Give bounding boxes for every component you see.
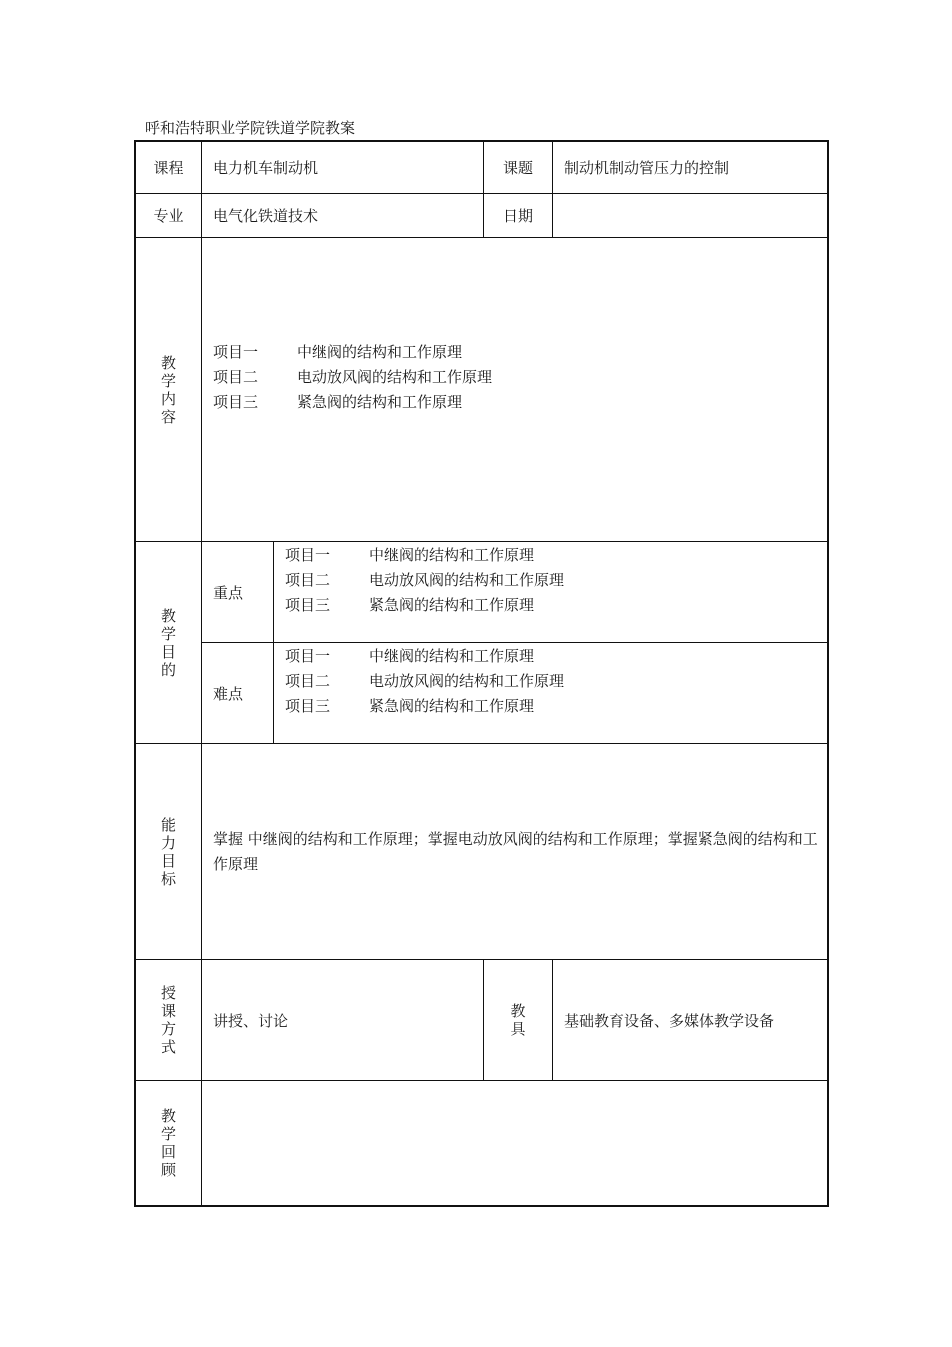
lesson-plan-table [134, 140, 829, 1207]
teaching-tools-value: 基础教育设备、多媒体教学设备 [564, 1011, 775, 1030]
list-item: 项目一 中继阀的结构和工作原理 [285, 546, 535, 564]
teaching-review-value [202, 1081, 827, 1205]
course-label: 课程 [153, 159, 184, 177]
list-item: 项目二 电动放风阀的结构和工作原理 [285, 571, 565, 589]
difficult-points-list [285, 644, 564, 719]
major-label: 专业 [153, 207, 184, 225]
teaching-objectives-label-text: 教学目的 [160, 606, 176, 679]
teaching-review-label [136, 1081, 201, 1205]
teaching-review-label-text: 教学回顾 [160, 1107, 176, 1179]
ability-goals-label-text: 能力目标 [160, 815, 176, 888]
ability-goals-text: 掌握 中继阀的结构和工作原理；掌握电动放风阀的结构和工作原理；掌握紧急阀的结构和工作原理 [213, 829, 818, 873]
list-item: 项目三 紧急阀的结构和工作原理 [213, 393, 463, 411]
course-value: 电力机车制动机 [213, 159, 319, 177]
teaching-objectives-label [136, 542, 201, 743]
key-points-cell [274, 542, 827, 642]
date-value [553, 194, 827, 237]
difficult-points-cell [274, 643, 827, 743]
list-item: 项目一 中继阀的结构和工作原理 [213, 343, 463, 361]
list-item: 项目二 电动放风阀的结构和工作原理 [285, 672, 565, 690]
teaching-method-label-text: 授课方式 [160, 984, 176, 1056]
teaching-content-cell [202, 238, 827, 541]
list-item: 项目二 电动放风阀的结构和工作原理 [213, 368, 493, 386]
ability-goals-cell [202, 744, 827, 959]
teaching-tools-label [484, 960, 552, 1080]
teaching-method-label [136, 960, 201, 1080]
teaching-content-label-text: 教学内容 [160, 353, 176, 426]
teaching-content-list [213, 340, 492, 415]
list-item: 项目一 中继阀的结构和工作原理 [285, 647, 535, 665]
major-value: 电气化铁道技术 [213, 207, 319, 225]
document-title: 呼和浩特职业学院铁道学院教案 [145, 119, 356, 137]
date-label: 日期 [502, 207, 533, 225]
ability-goals-label [136, 744, 201, 959]
list-item: 项目三 紧急阀的结构和工作原理 [285, 596, 535, 614]
teaching-method-value: 讲授、讨论 [213, 1011, 289, 1030]
topic-label: 课题 [502, 159, 533, 177]
difficult-points-label: 难点 [213, 684, 244, 703]
key-points-list [285, 543, 564, 618]
teaching-tools-label-text: 教具 [510, 1002, 526, 1038]
key-points-label: 重点 [213, 583, 244, 602]
list-item: 项目三 紧急阀的结构和工作原理 [285, 697, 535, 715]
teaching-content-label [136, 238, 201, 541]
topic-value: 制动机制动管压力的控制 [564, 159, 730, 177]
